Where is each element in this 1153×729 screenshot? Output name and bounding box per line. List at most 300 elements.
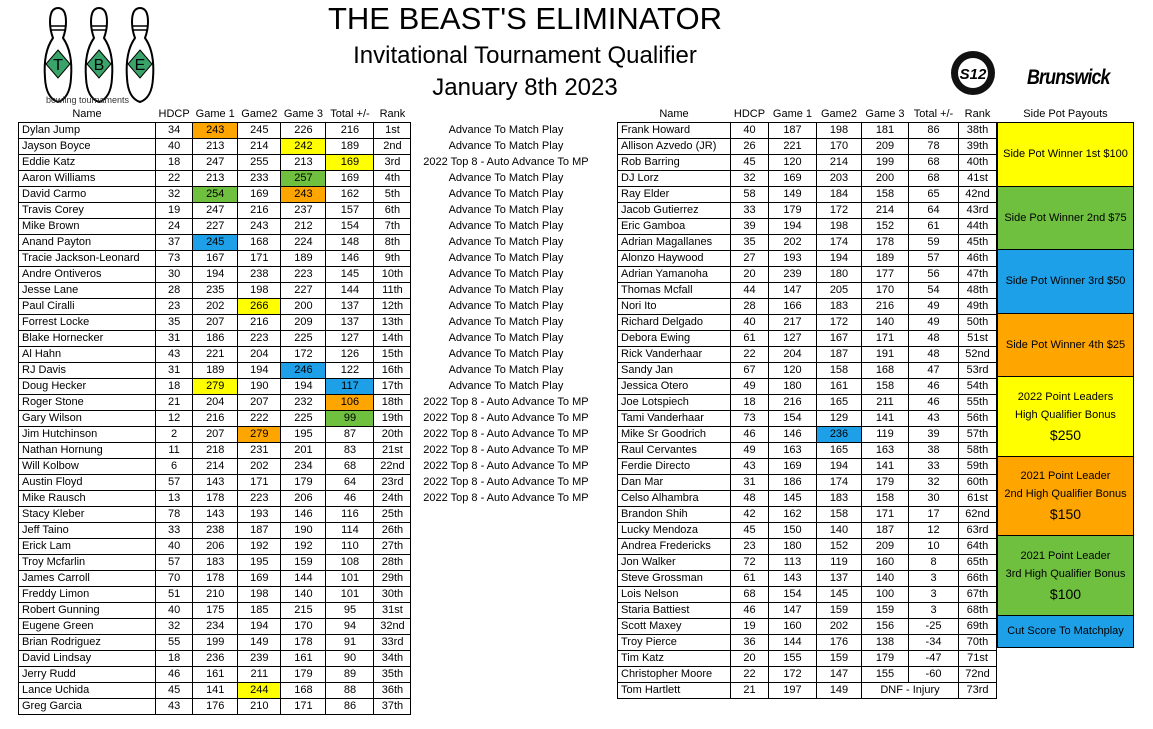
col-header-game1: Game 1	[195, 108, 235, 120]
game1-cell: 146	[769, 427, 817, 443]
game1-cell: 214	[193, 459, 238, 475]
game3-cell: 141	[862, 459, 909, 475]
game1-cell: 216	[769, 395, 817, 411]
table-row	[19, 171, 601, 187]
game2-cell: 137	[817, 571, 862, 587]
brunswick-logo: Brunswick	[1027, 66, 1110, 89]
total-cell: -47	[909, 651, 959, 667]
player-name: Tami Vanderhaar	[618, 411, 731, 427]
rank-cell: 46th	[959, 251, 997, 267]
rank-cell: 73rd	[959, 683, 997, 699]
match-play-note	[411, 587, 601, 603]
game1-cell: 238	[193, 523, 238, 539]
table-row	[19, 363, 601, 379]
match-play-note: Advance To Match Play	[448, 332, 564, 344]
game2-cell: 119	[817, 555, 862, 571]
game1-cell: 194	[193, 267, 238, 283]
table-row	[618, 635, 997, 651]
table-row	[19, 395, 601, 411]
game3-cell: 158	[862, 379, 909, 395]
total-cell: 8	[909, 555, 959, 571]
hdcp-cell: 37	[156, 235, 193, 251]
rank-cell: 58th	[959, 443, 997, 459]
match-play-note	[411, 523, 601, 539]
total-cell: 101	[326, 587, 374, 603]
match-play-note	[411, 571, 601, 587]
match-play-note: Advance To Match Play	[448, 316, 564, 328]
rank-cell: 13th	[374, 315, 411, 331]
table-row	[19, 123, 601, 139]
game2-cell: 255	[238, 155, 281, 171]
game3-cell: 158	[862, 491, 909, 507]
match-play-note	[411, 619, 601, 635]
game2-cell: 158	[817, 507, 862, 523]
game2-cell: 194	[817, 251, 862, 267]
game1-cell: 189	[193, 363, 238, 379]
player-name: Tom Hartlett	[618, 683, 731, 699]
rank-cell: 54th	[959, 379, 997, 395]
total-cell: 46	[326, 491, 374, 507]
game1-cell: 279	[193, 379, 238, 395]
game1-cell: 254	[193, 187, 238, 203]
hdcp-cell: 31	[156, 363, 193, 379]
game3-cell: 200	[281, 299, 326, 315]
hdcp-cell: 73	[156, 251, 193, 267]
rank-cell: 57th	[959, 427, 997, 443]
game3-cell: 192	[281, 539, 326, 555]
rank-cell: 30th	[374, 587, 411, 603]
game3-cell: 211	[862, 395, 909, 411]
game2-cell: 198	[817, 219, 862, 235]
table-row	[618, 475, 997, 491]
total-cell: 32	[909, 475, 959, 491]
hdcp-cell: 45	[156, 683, 193, 699]
game1-cell: 243	[193, 123, 238, 139]
game2-cell: 194	[817, 459, 862, 475]
table-row	[618, 603, 997, 619]
table-row	[618, 667, 997, 683]
rank-cell: 68th	[959, 603, 997, 619]
player-name: RJ Davis	[19, 363, 156, 379]
rank-cell: 17th	[374, 379, 411, 395]
player-name: Tim Katz	[618, 651, 731, 667]
table-row	[618, 315, 997, 331]
match-play-note: Advance To Match Play	[448, 364, 564, 376]
match-play-note: 2022 Top 8 - Auto Advance To MP	[423, 412, 589, 424]
game3-cell: 178	[862, 235, 909, 251]
hdcp-cell: 19	[731, 619, 769, 635]
total-cell: 99	[326, 411, 374, 427]
total-cell: -60	[909, 667, 959, 683]
logo-letter-e: E	[134, 57, 146, 74]
game2-cell: 170	[817, 139, 862, 155]
game2-cell: 194	[238, 363, 281, 379]
total-cell: 110	[326, 539, 374, 555]
table-row	[618, 203, 997, 219]
game1-cell: 120	[769, 155, 817, 171]
hdcp-cell: 12	[156, 411, 193, 427]
match-play-note: Advance To Match Play	[448, 188, 564, 200]
hdcp-cell: 73	[731, 411, 769, 427]
game2-cell: 231	[238, 443, 281, 459]
rank-cell: 20th	[374, 427, 411, 443]
table-row	[19, 507, 601, 523]
game1-cell: 143	[193, 507, 238, 523]
table-row	[618, 251, 997, 267]
game1-cell: 154	[769, 587, 817, 603]
total-cell: 10	[909, 539, 959, 555]
table-row	[19, 459, 601, 475]
game1-cell: 155	[769, 651, 817, 667]
match-play-note: Advance To Match Play	[448, 124, 564, 136]
game2-cell: 161	[817, 379, 862, 395]
game3-cell: 179	[862, 651, 909, 667]
game3-cell: 199	[862, 155, 909, 171]
total-cell: 64	[326, 475, 374, 491]
total-cell: 162	[326, 187, 374, 203]
game2-cell: 216	[238, 315, 281, 331]
game2-cell: 238	[238, 267, 281, 283]
player-name: Ferdie Directo	[618, 459, 731, 475]
game2-cell: 205	[817, 283, 862, 299]
game3-cell: 243	[281, 187, 326, 203]
total-cell: 33	[909, 459, 959, 475]
match-play-note: 2022 Top 8 - Auto Advance To MP	[423, 156, 589, 168]
hdcp-cell: 57	[156, 475, 193, 491]
table-row	[618, 571, 997, 587]
rank-cell: 15th	[374, 347, 411, 363]
game1-cell: 176	[193, 699, 238, 715]
logo-letter-t: T	[53, 57, 63, 74]
table-row	[19, 267, 601, 283]
game2-cell: 195	[238, 555, 281, 571]
game3-cell: 225	[281, 411, 326, 427]
standings-table-right	[617, 107, 997, 699]
rank-cell: 29th	[374, 571, 411, 587]
total-cell: 54	[909, 283, 959, 299]
game1-cell: 207	[193, 427, 238, 443]
total-cell: 3	[909, 603, 959, 619]
hdcp-cell: 18	[156, 651, 193, 667]
game3-cell: 209	[281, 315, 326, 331]
side-pot-line: 2nd High Qualifier Bonus	[1004, 488, 1127, 501]
player-name: DJ Lorz	[618, 171, 731, 187]
dnf-cell: DNF - Injury	[862, 683, 959, 699]
total-cell: 169	[326, 171, 374, 187]
game1-cell: 166	[769, 299, 817, 315]
game3-cell: 160	[862, 555, 909, 571]
rank-cell: 66th	[959, 571, 997, 587]
match-play-note: Advance To Match Play	[448, 220, 564, 232]
player-name: Jayson Boyce	[19, 139, 156, 155]
side-pot-box	[997, 187, 1134, 251]
player-name: Erick Lam	[19, 539, 156, 555]
game3-cell: 227	[281, 283, 326, 299]
total-cell: 68	[909, 171, 959, 187]
hdcp-cell: 44	[731, 283, 769, 299]
col-header-game1-right: Game 1	[772, 108, 813, 120]
game1-cell: 144	[769, 635, 817, 651]
game1-cell: 247	[193, 155, 238, 171]
player-name: James Carroll	[19, 571, 156, 587]
game2-cell: 147	[817, 667, 862, 683]
hdcp-cell: 78	[156, 507, 193, 523]
game2-cell: 171	[238, 475, 281, 491]
player-name: Stacy Kleber	[19, 507, 156, 523]
side-pot-box	[997, 377, 1134, 457]
rank-cell: 26th	[374, 523, 411, 539]
game2-cell: 243	[238, 219, 281, 235]
hdcp-cell: 61	[731, 571, 769, 587]
table-row	[618, 187, 997, 203]
game3-cell: 209	[862, 139, 909, 155]
player-name: Debora Ewing	[618, 331, 731, 347]
player-name: Travis Corey	[19, 203, 156, 219]
tbe-logo	[40, 4, 158, 104]
game2-cell: 167	[817, 331, 862, 347]
col-header-game3-right: Game 3	[865, 108, 905, 120]
table-row	[618, 507, 997, 523]
game3-cell: 171	[281, 699, 326, 715]
total-cell: 117	[326, 379, 374, 395]
rank-cell: 24th	[374, 491, 411, 507]
col-header-name-right: Name	[659, 108, 689, 120]
game2-cell: 180	[817, 267, 862, 283]
table-row	[618, 459, 997, 475]
table-row	[19, 443, 601, 459]
total-cell: 38	[909, 443, 959, 459]
rank-cell: 11th	[374, 283, 411, 299]
hdcp-cell: 67	[731, 363, 769, 379]
match-play-note	[411, 555, 601, 571]
table-row	[19, 635, 601, 651]
col-header-total: Total +/-	[330, 108, 370, 120]
rank-cell: 39th	[959, 139, 997, 155]
match-play-note: 2022 Top 8 - Auto Advance To MP	[423, 444, 589, 456]
game2-cell: 202	[238, 459, 281, 475]
game2-cell: 207	[238, 395, 281, 411]
game1-cell: 221	[769, 139, 817, 155]
match-play-note	[411, 507, 601, 523]
game2-cell: 171	[238, 251, 281, 267]
total-cell: 88	[326, 683, 374, 699]
game2-cell: 216	[238, 203, 281, 219]
game3-cell: 212	[281, 219, 326, 235]
hdcp-cell: 22	[731, 667, 769, 683]
table-row	[19, 331, 601, 347]
game2-cell: 159	[817, 603, 862, 619]
game1-cell: 183	[193, 555, 238, 571]
game1-cell: 147	[769, 283, 817, 299]
player-name: Will Kolbow	[19, 459, 156, 475]
player-name: Jerry Rudd	[19, 667, 156, 683]
table-row	[618, 331, 997, 347]
game3-cell: 146	[281, 507, 326, 523]
total-cell: 86	[909, 123, 959, 139]
rank-cell: 31st	[374, 603, 411, 619]
match-play-note: 2022 Top 8 - Auto Advance To MP	[423, 476, 589, 488]
rank-cell: 19th	[374, 411, 411, 427]
game2-cell: 193	[238, 507, 281, 523]
hdcp-cell: 28	[731, 299, 769, 315]
player-name: Raul Cervantes	[618, 443, 731, 459]
rank-cell: 70th	[959, 635, 997, 651]
game1-cell: 202	[769, 235, 817, 251]
table-row	[618, 683, 997, 699]
rank-cell: 40th	[959, 155, 997, 171]
player-name: Allison Azvedo (JR)	[618, 139, 731, 155]
game2-cell: 183	[817, 491, 862, 507]
hdcp-cell: 46	[731, 603, 769, 619]
total-cell: 12	[909, 523, 959, 539]
player-name: Roger Stone	[19, 395, 156, 411]
match-play-note: 2022 Top 8 - Auto Advance To MP	[423, 460, 589, 472]
table-row	[618, 139, 997, 155]
game2-cell: 168	[238, 235, 281, 251]
game1-cell: 147	[769, 603, 817, 619]
game3-cell: 170	[281, 619, 326, 635]
game3-cell: 171	[862, 331, 909, 347]
side-pot-line: High Qualifier Bonus	[1015, 408, 1116, 421]
match-play-note: Advance To Match Play	[448, 204, 564, 216]
rank-cell: 7th	[374, 219, 411, 235]
hdcp-cell: 34	[156, 123, 193, 139]
total-cell: 30	[909, 491, 959, 507]
game1-cell: 236	[193, 651, 238, 667]
logo-caption: bowling tournaments	[46, 95, 130, 105]
table-row	[19, 651, 601, 667]
game3-cell: 100	[862, 587, 909, 603]
game2-cell: 158	[817, 363, 862, 379]
game3-cell: 257	[281, 171, 326, 187]
total-cell: 144	[326, 283, 374, 299]
hdcp-cell: 18	[156, 379, 193, 395]
game2-cell: 165	[817, 443, 862, 459]
hdcp-cell: 40	[731, 123, 769, 139]
game3-cell: 195	[281, 427, 326, 443]
player-name: Adrian Magallanes	[618, 235, 731, 251]
hdcp-cell: 46	[156, 667, 193, 683]
total-cell: 137	[326, 315, 374, 331]
hdcp-cell: 40	[156, 139, 193, 155]
player-name: Jessica Otero	[618, 379, 731, 395]
table-row	[19, 523, 601, 539]
game1-cell: 169	[769, 459, 817, 475]
match-play-note: 2022 Top 8 - Auto Advance To MP	[423, 396, 589, 408]
rank-cell: 14th	[374, 331, 411, 347]
player-name: Thomas Mcfall	[618, 283, 731, 299]
table-row	[618, 619, 997, 635]
hdcp-cell: 22	[731, 347, 769, 363]
total-cell: 116	[326, 507, 374, 523]
hdcp-cell: 49	[731, 443, 769, 459]
game2-cell: 152	[817, 539, 862, 555]
match-play-note	[411, 635, 601, 651]
total-cell: -25	[909, 619, 959, 635]
rank-cell: 2nd	[374, 139, 411, 155]
side-pot-line: $250	[1049, 426, 1082, 443]
table-row	[19, 315, 601, 331]
game2-cell: 192	[238, 539, 281, 555]
side-pot-line: Side Pot Winner 2nd $75	[1004, 211, 1127, 224]
player-name: Sandy Jan	[618, 363, 731, 379]
game2-cell: 214	[817, 155, 862, 171]
total-cell: 148	[326, 235, 374, 251]
game2-cell: 174	[817, 475, 862, 491]
game3-cell: 144	[281, 571, 326, 587]
player-name: Rick Vanderhaar	[618, 347, 731, 363]
game3-cell: 179	[281, 667, 326, 683]
rank-cell: 12th	[374, 299, 411, 315]
match-play-note	[411, 667, 601, 683]
player-name: David Carmo	[19, 187, 156, 203]
game3-cell: 177	[862, 267, 909, 283]
game3-cell: 234	[281, 459, 326, 475]
table-row	[19, 699, 601, 715]
rank-cell: 65th	[959, 555, 997, 571]
page-title: THE BEAST'S ELIMINATOR	[327, 1, 723, 36]
game2-cell: 194	[238, 619, 281, 635]
game1-cell: 154	[769, 411, 817, 427]
hdcp-cell: 24	[156, 219, 193, 235]
player-name: Nathan Hornung	[19, 443, 156, 459]
table-row	[19, 619, 601, 635]
total-cell: 189	[326, 139, 374, 155]
player-name: Troy Mcfarlin	[19, 555, 156, 571]
table-row	[618, 363, 997, 379]
total-cell: 89	[326, 667, 374, 683]
hdcp-cell: 43	[156, 347, 193, 363]
hdcp-cell: 35	[156, 315, 193, 331]
side-pot-panel	[997, 107, 1134, 648]
player-name: Dylan Jump	[19, 123, 156, 139]
rank-cell: 63rd	[959, 523, 997, 539]
game2-cell: 198	[238, 283, 281, 299]
rank-cell: 59th	[959, 459, 997, 475]
total-cell: 101	[326, 571, 374, 587]
rank-cell: 21st	[374, 443, 411, 459]
total-cell: 48	[909, 331, 959, 347]
hdcp-cell: 43	[156, 699, 193, 715]
game2-cell: 266	[238, 299, 281, 315]
match-play-note: Advance To Match Play	[448, 252, 564, 264]
game2-cell: 233	[238, 171, 281, 187]
table-row	[618, 555, 997, 571]
hdcp-cell: 46	[731, 427, 769, 443]
game3-cell: 163	[862, 443, 909, 459]
table-row	[618, 523, 997, 539]
game1-cell: 161	[193, 667, 238, 683]
game3-cell: 158	[862, 187, 909, 203]
rank-cell: 50th	[959, 315, 997, 331]
match-play-note: Advance To Match Play	[448, 236, 564, 248]
rank-cell: 10th	[374, 267, 411, 283]
player-name: Eugene Green	[19, 619, 156, 635]
hdcp-cell: 20	[731, 651, 769, 667]
player-name: Jeff Taino	[19, 523, 156, 539]
game3-cell: 168	[281, 683, 326, 699]
game3-cell: 201	[281, 443, 326, 459]
player-name: Forrest Locke	[19, 315, 156, 331]
total-cell: 157	[326, 203, 374, 219]
rank-cell: 69th	[959, 619, 997, 635]
match-play-note: Advance To Match Play	[448, 172, 564, 184]
total-cell: 216	[326, 123, 374, 139]
table-row	[618, 651, 997, 667]
game3-cell: 246	[281, 363, 326, 379]
game2-cell: 198	[817, 123, 862, 139]
player-name: Lois Nelson	[618, 587, 731, 603]
